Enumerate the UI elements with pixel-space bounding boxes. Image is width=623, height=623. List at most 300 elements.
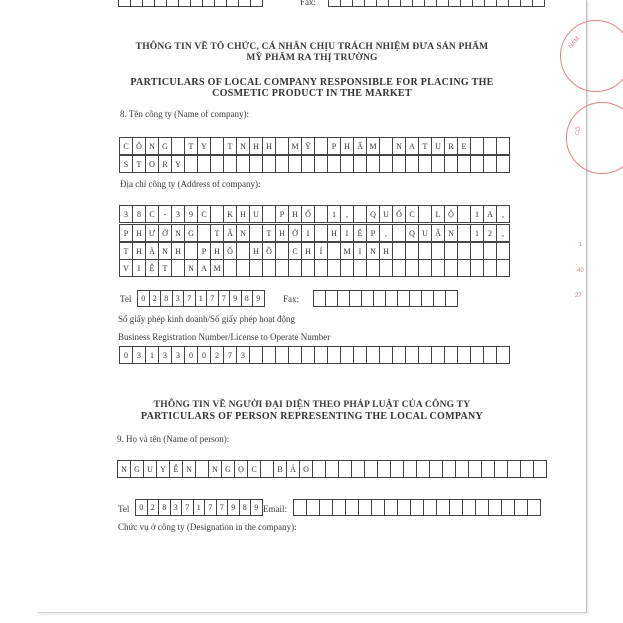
char-box: [185, 155, 198, 173]
char-box: 0: [120, 346, 133, 364]
seal-text-top: NAM: [568, 35, 582, 51]
char-box: [315, 224, 328, 242]
char-box: 7: [224, 346, 237, 364]
company-seal: [560, 20, 623, 92]
top-tel-boxes: [118, 0, 263, 7]
char-box: [302, 155, 315, 173]
char-box: Ố: [224, 242, 237, 260]
license-label-en: Business Registration Number/License to Operate Number: [118, 332, 331, 342]
char-box: [458, 155, 471, 173]
char-box: [294, 499, 307, 516]
char-box: N: [146, 137, 159, 155]
char-box: [446, 290, 458, 307]
char-box: [485, 0, 497, 7]
char-box: [432, 346, 445, 364]
char-box: [367, 346, 380, 364]
char-box: [391, 460, 404, 478]
char-box: [380, 346, 393, 364]
char-box: P: [198, 242, 211, 260]
char-box: I: [133, 259, 146, 277]
char-box: [410, 290, 422, 307]
seal-text-mid: CÔ: [574, 126, 583, 136]
char-box: [521, 460, 534, 478]
char-box: [445, 242, 458, 260]
char-box: [393, 259, 406, 277]
char-box: [350, 290, 362, 307]
char-box: U: [380, 205, 393, 223]
char-box: R: [445, 137, 458, 155]
char-box: [289, 155, 302, 173]
char-box: [167, 0, 179, 7]
address-row-1: [119, 205, 510, 223]
char-box: Ọ: [235, 460, 248, 478]
char-box: [276, 346, 289, 364]
char-box: Ô: [133, 137, 146, 155]
char-box: H: [263, 137, 276, 155]
company-address-label: Địa chỉ công ty (Address of company):: [120, 179, 261, 189]
char-box: [380, 259, 393, 277]
char-box: [362, 290, 374, 307]
char-box: [434, 290, 446, 307]
char-box: [458, 346, 471, 364]
char-box: [215, 0, 227, 7]
char-box: [471, 242, 484, 260]
char-box: [289, 346, 302, 364]
char-box: [131, 0, 143, 7]
char-box: N: [237, 224, 250, 242]
char-box: T: [120, 242, 133, 260]
char-box: [341, 0, 353, 7]
char-box: 3: [172, 205, 185, 223]
char-box: 3: [133, 346, 146, 364]
char-box: T: [211, 224, 224, 242]
char-box: [315, 205, 328, 223]
char-box: N: [183, 460, 196, 478]
char-box: 7: [207, 290, 219, 307]
char-box: [341, 155, 354, 173]
char-box: C: [146, 205, 159, 223]
char-box: [315, 346, 328, 364]
section-heading-person-en: PARTICULARS OF PERSON REPRESENTING THE LOCAL COMPANY: [140, 411, 484, 422]
char-box: Â: [224, 224, 237, 242]
char-box: 9: [228, 499, 240, 516]
char-box: A: [198, 259, 211, 277]
char-box: [406, 259, 419, 277]
char-box: [172, 137, 185, 155]
company-fax-boxes: [313, 290, 458, 307]
char-box: [463, 499, 476, 516]
char-box: [211, 205, 224, 223]
char-box: [419, 242, 432, 260]
char-box: [380, 155, 393, 173]
char-box: 9: [185, 205, 198, 223]
char-box: 2: [148, 499, 160, 516]
char-box: [328, 242, 341, 260]
person-name-label: 9. Họ và tên (Name of person):: [117, 434, 230, 444]
char-box: T: [185, 137, 198, 155]
char-box: [315, 155, 328, 173]
char-box: 3: [120, 205, 133, 223]
char-box: [471, 259, 484, 277]
char-box: [263, 346, 276, 364]
char-box: [437, 499, 450, 516]
address-row-4: [119, 259, 510, 277]
char-box: [432, 242, 445, 260]
char-box: [198, 155, 211, 173]
char-box: [359, 499, 372, 516]
char-box: 0: [136, 499, 148, 516]
char-box: [320, 499, 333, 516]
char-box: [352, 460, 365, 478]
char-box: H: [250, 242, 263, 260]
char-box: [458, 205, 471, 223]
char-box: [484, 155, 497, 173]
char-box: R: [159, 155, 172, 173]
char-box: [461, 0, 473, 7]
char-box: 1: [471, 205, 484, 223]
char-box: [227, 0, 239, 7]
char-box: [497, 346, 510, 364]
char-box: H: [250, 137, 263, 155]
char-box: H: [328, 224, 341, 242]
char-box: [354, 346, 367, 364]
char-box: 0: [198, 346, 211, 364]
char-box: 3: [172, 346, 185, 364]
char-box: [393, 155, 406, 173]
char-box: G: [131, 460, 144, 478]
char-box: [378, 460, 391, 478]
char-box: [471, 155, 484, 173]
char-box: [250, 224, 263, 242]
char-box: [458, 224, 471, 242]
char-box: [191, 0, 203, 7]
char-box: [393, 224, 406, 242]
char-box: [437, 0, 449, 7]
char-box: [143, 0, 155, 7]
char-box: [419, 346, 432, 364]
side-mark-1: 1: [579, 242, 583, 248]
char-box: [484, 137, 497, 155]
section-heading-person-vn: THÔNG TIN VỀ NGƯỜI ĐẠI DIỆN THEO PHÁP LUẬT CỦA CÔNG TY: [153, 400, 471, 410]
char-box: 1: [471, 224, 484, 242]
char-box: [250, 155, 263, 173]
char-box: 7: [205, 499, 217, 516]
char-box: 3: [173, 290, 185, 307]
char-box: B: [274, 460, 287, 478]
char-box: U: [144, 460, 157, 478]
char-box: C: [289, 242, 302, 260]
char-box: [398, 290, 410, 307]
char-box: U: [432, 137, 445, 155]
char-box: N: [393, 137, 406, 155]
char-box: S: [120, 155, 133, 173]
char-box: [329, 0, 341, 7]
char-box: H: [302, 242, 315, 260]
char-box: ,: [380, 224, 393, 242]
char-box: E: [458, 137, 471, 155]
char-box: Ễ: [170, 460, 183, 478]
char-box: [326, 460, 339, 478]
license-number-boxes: [119, 346, 510, 364]
char-box: [497, 137, 510, 155]
char-box: Y: [172, 155, 185, 173]
char-box: Ệ: [354, 224, 367, 242]
char-box: [346, 499, 359, 516]
char-box: Q: [406, 224, 419, 242]
char-box: [339, 460, 352, 478]
char-box: H: [289, 205, 302, 223]
char-box: 3: [237, 346, 250, 364]
char-box: [404, 460, 417, 478]
char-box: O: [146, 155, 159, 173]
char-box: [237, 155, 250, 173]
char-box: C: [198, 205, 211, 223]
char-box: [372, 499, 385, 516]
char-box: [393, 346, 406, 364]
char-box: 9: [230, 290, 242, 307]
char-box: [411, 499, 424, 516]
char-box: H: [133, 242, 146, 260]
char-box: N: [159, 242, 172, 260]
char-box: [406, 242, 419, 260]
char-box: [198, 224, 211, 242]
char-box: [119, 0, 131, 7]
char-box: Ố: [393, 205, 406, 223]
char-box: [515, 499, 528, 516]
char-box: [239, 0, 251, 7]
char-box: N: [445, 224, 458, 242]
char-box: M: [367, 137, 380, 155]
char-box: 0: [138, 290, 150, 307]
char-box: C: [120, 137, 133, 155]
char-box: [419, 205, 432, 223]
char-box: Í: [315, 242, 328, 260]
char-box: 8: [240, 499, 252, 516]
char-box: N: [185, 259, 198, 277]
char-box: V: [120, 259, 133, 277]
char-box: [445, 155, 458, 173]
char-box: [385, 499, 398, 516]
char-box: [484, 346, 497, 364]
char-box: [458, 242, 471, 260]
char-box: P: [367, 224, 380, 242]
person-email-boxes: [293, 499, 541, 516]
char-box: [445, 346, 458, 364]
char-box: [430, 460, 443, 478]
char-box: H: [341, 137, 354, 155]
char-box: [237, 242, 250, 260]
char-box: L: [432, 205, 445, 223]
char-box: 1: [194, 499, 206, 516]
char-box: 2: [484, 224, 497, 242]
char-box: [393, 242, 406, 260]
char-box: H: [133, 224, 146, 242]
char-box: [263, 205, 276, 223]
char-box: [458, 259, 471, 277]
char-box: Ả: [287, 460, 300, 478]
company-fax-label: Fax:: [283, 294, 300, 304]
char-box: [406, 346, 419, 364]
char-box: [341, 346, 354, 364]
char-box: [211, 155, 224, 173]
char-box: O: [300, 460, 313, 478]
designation-label: Chức vụ ở công ty (Designation in the company):: [118, 522, 297, 532]
char-box: Ố: [302, 205, 315, 223]
char-box: [328, 259, 341, 277]
person-email-label: Email:: [263, 504, 287, 514]
char-box: [533, 0, 545, 7]
char-box: 7: [217, 499, 229, 516]
char-box: [413, 0, 425, 7]
char-box: [341, 259, 354, 277]
char-box: [224, 259, 237, 277]
char-box: T: [263, 224, 276, 242]
char-box: [509, 0, 521, 7]
char-box: [313, 460, 326, 478]
char-box: [497, 155, 510, 173]
char-box: [289, 259, 302, 277]
char-box: [422, 290, 434, 307]
char-box: H: [172, 242, 185, 260]
char-box: [328, 346, 341, 364]
char-box: -: [159, 205, 172, 223]
char-box: [314, 290, 326, 307]
char-box: 7: [182, 499, 194, 516]
char-box: [432, 155, 445, 173]
company-tel-label: Tel: [120, 294, 132, 304]
char-box: N: [367, 242, 380, 260]
char-box: [185, 242, 198, 260]
char-box: [179, 0, 191, 7]
char-box: U: [419, 224, 432, 242]
char-box: [424, 499, 437, 516]
char-box: P: [276, 205, 289, 223]
char-box: [172, 259, 185, 277]
char-box: [374, 290, 386, 307]
char-box: [276, 155, 289, 173]
char-box: Ư: [146, 224, 159, 242]
char-box: Ệ: [146, 259, 159, 277]
char-box: Y: [198, 137, 211, 155]
char-box: I: [302, 224, 315, 242]
char-box: ,: [497, 205, 510, 223]
char-box: [502, 499, 515, 516]
char-box: 8: [242, 290, 254, 307]
char-box: T: [224, 137, 237, 155]
char-box: 0: [185, 346, 198, 364]
person-tel-label: Tel: [118, 504, 130, 514]
char-box: 3: [159, 346, 172, 364]
char-box: [263, 259, 276, 277]
section-heading-vn: THÔNG TIN VỀ TỔ CHỨC, CÁ NHÂN CHỊU TRÁCH NHIỆM ĐƯA SẢN PHẨM: [135, 42, 489, 52]
char-box: [497, 259, 510, 277]
char-box: [482, 460, 495, 478]
char-box: [386, 290, 398, 307]
address-row-2: [119, 224, 510, 242]
char-box: N: [172, 224, 185, 242]
char-box: [263, 155, 276, 173]
char-box: [302, 259, 315, 277]
char-box: [333, 499, 346, 516]
char-box: [276, 259, 289, 277]
char-box: [521, 0, 533, 7]
address-row-3: [119, 242, 510, 260]
char-box: [250, 346, 263, 364]
char-box: [445, 259, 458, 277]
char-box: [354, 259, 367, 277]
char-box: [456, 460, 469, 478]
char-box: [401, 0, 413, 7]
char-box: [508, 460, 521, 478]
char-box: G: [159, 137, 172, 155]
char-box: M: [341, 242, 354, 260]
side-mark-2: 40: [577, 268, 584, 274]
char-box: [196, 460, 209, 478]
char-box: [365, 0, 377, 7]
top-fax-boxes: [328, 0, 545, 7]
license-label-vn: Số giấy phép kinh doanh/Số giấy phép hoạt động: [118, 314, 295, 324]
company-name-row-2: [119, 155, 510, 173]
char-box: [406, 155, 419, 173]
char-box: [276, 242, 289, 260]
char-box: Ỹ: [302, 137, 315, 155]
char-box: [419, 155, 432, 173]
char-box: [377, 0, 389, 7]
person-tel-boxes: [135, 499, 263, 516]
char-box: [497, 0, 509, 7]
char-box: [261, 460, 274, 478]
char-box: N: [118, 460, 131, 478]
top-fax-label: Fax:: [300, 0, 317, 7]
char-box: [471, 137, 484, 155]
section-heading-en: PARTICULARS OF LOCAL COMPANY RESPONSIBLE FOR PLACING THE: [130, 77, 494, 88]
char-box: [380, 137, 393, 155]
char-box: M: [211, 259, 224, 277]
char-box: [315, 259, 328, 277]
char-box: [307, 499, 320, 516]
char-box: 1: [146, 346, 159, 364]
char-box: [398, 499, 411, 516]
char-box: 8: [159, 499, 171, 516]
char-box: 2: [211, 346, 224, 364]
char-box: N: [209, 460, 222, 478]
char-box: [338, 290, 350, 307]
char-box: [484, 259, 497, 277]
char-box: [250, 259, 263, 277]
form-page: [38, 0, 587, 613]
char-box: H: [276, 224, 289, 242]
char-box: [224, 155, 237, 173]
char-box: [354, 205, 367, 223]
char-box: P: [328, 137, 341, 155]
char-box: H: [380, 242, 393, 260]
char-box: T: [133, 155, 146, 173]
char-box: [473, 0, 485, 7]
char-box: [155, 0, 167, 7]
char-box: Ớ: [289, 224, 302, 242]
company-tel-boxes: [137, 290, 265, 307]
char-box: 7: [219, 290, 231, 307]
char-box: 9: [251, 499, 263, 516]
char-box: H: [211, 242, 224, 260]
char-box: [326, 290, 338, 307]
char-box: [211, 137, 224, 155]
char-box: I: [354, 242, 367, 260]
char-box: [419, 259, 432, 277]
char-box: [497, 242, 510, 260]
char-box: G: [185, 224, 198, 242]
char-box: P: [120, 224, 133, 242]
